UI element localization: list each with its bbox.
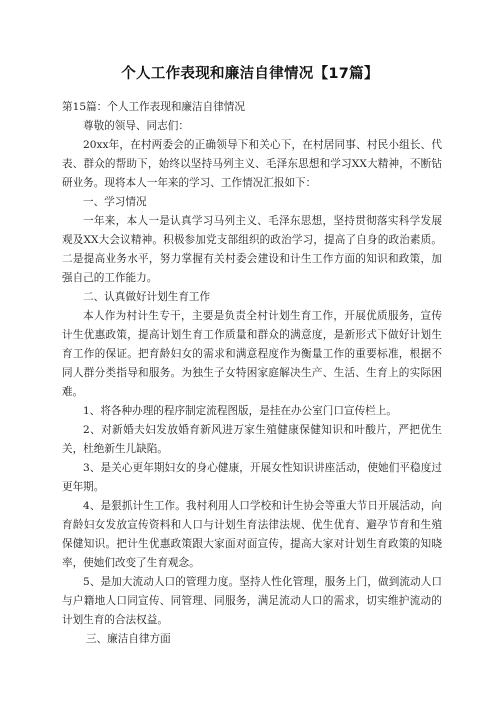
list-item: 5、是加大流动人口的管理力度。坚持人性化管理，服务上门，做到流动人口与户籍地人口同宣传、同管理、同服务，满足流动人口的需求，切实维护流动的计划生育的合法权益。	[62, 576, 442, 626]
document-subtitle: 第15篇：个人工作表现和廉洁自律情况	[62, 101, 245, 113]
section-heading-integrity: 三、廉洁自律方面	[86, 633, 171, 645]
list-item: 3、是关心更年期妇女的身心健康，开展女性知识讲座活动，使她们平稳度过更年期。	[62, 462, 442, 493]
family-planning-paragraph: 本人作为村计生专干，主要是负责全村计划生育工作，开展优质服务，宣传计生优惠政策，提高计划生育工作质量和群众的满意度，是新形式下做好计划生育工作的保证。把育龄妇女的需求和满意程度作为衡量工作的重要标准，根据不同人群分类指导和服务。为独生子女特困家庭解决生产、生活、生育上的实际困难。	[62, 310, 442, 398]
document-body	[62, 98, 442, 649]
page-title: 个人工作表现和廉洁自律情况【17篇】	[121, 66, 379, 82]
section-heading-family-planning: 二、认真做好计划生育工作	[83, 291, 211, 303]
list-item: 1、将各种办理的程序制定流程图版，是挂在办公室门口宣传栏上。	[83, 405, 397, 417]
greeting: 尊敬的领导、同志们：	[83, 120, 189, 132]
section-heading-study: 一、学习情况	[83, 196, 147, 208]
list-item: 2、对新婚夫妇发放婚育新风进万家生殖健康保健知识和叶酸片，严把优生关，杜绝新生儿缺陷。	[62, 424, 442, 455]
study-paragraph: 一年来，本人一是认真学习马列主义、毛泽东思想，坚持贯彻落实科学发展观及XX大会议精神。积极参加党支部组织的政治学习，提高了自身的政治素质。二是提高业务水平，努力掌握有关村委会建设和计生工作方面的知识和政策，加强自己的工作能力。	[62, 215, 442, 284]
intro-paragraph: 20xx年，在村两委会的正确领导下和关心下，在村居同事、村民小组长、代表、群众的帮助下，始终以坚持马列主义、毛泽东思想和学习XX大精神，不断钻研业务。现将本人一年来的学习、工作情况汇报如下：	[62, 139, 442, 189]
list-item: 4、是狠抓计生工作。我村利用人口学校和计生协会等重大节日开展活动，向育龄妇女发放宣传资料和人口与计划生育法律法规、优生优育、避孕节育和生殖保健知识。把计生优惠政策跟大家面对面宣传，提高大家对计划生育政策的知晓率，使她们改变了生育观念。	[62, 500, 442, 569]
